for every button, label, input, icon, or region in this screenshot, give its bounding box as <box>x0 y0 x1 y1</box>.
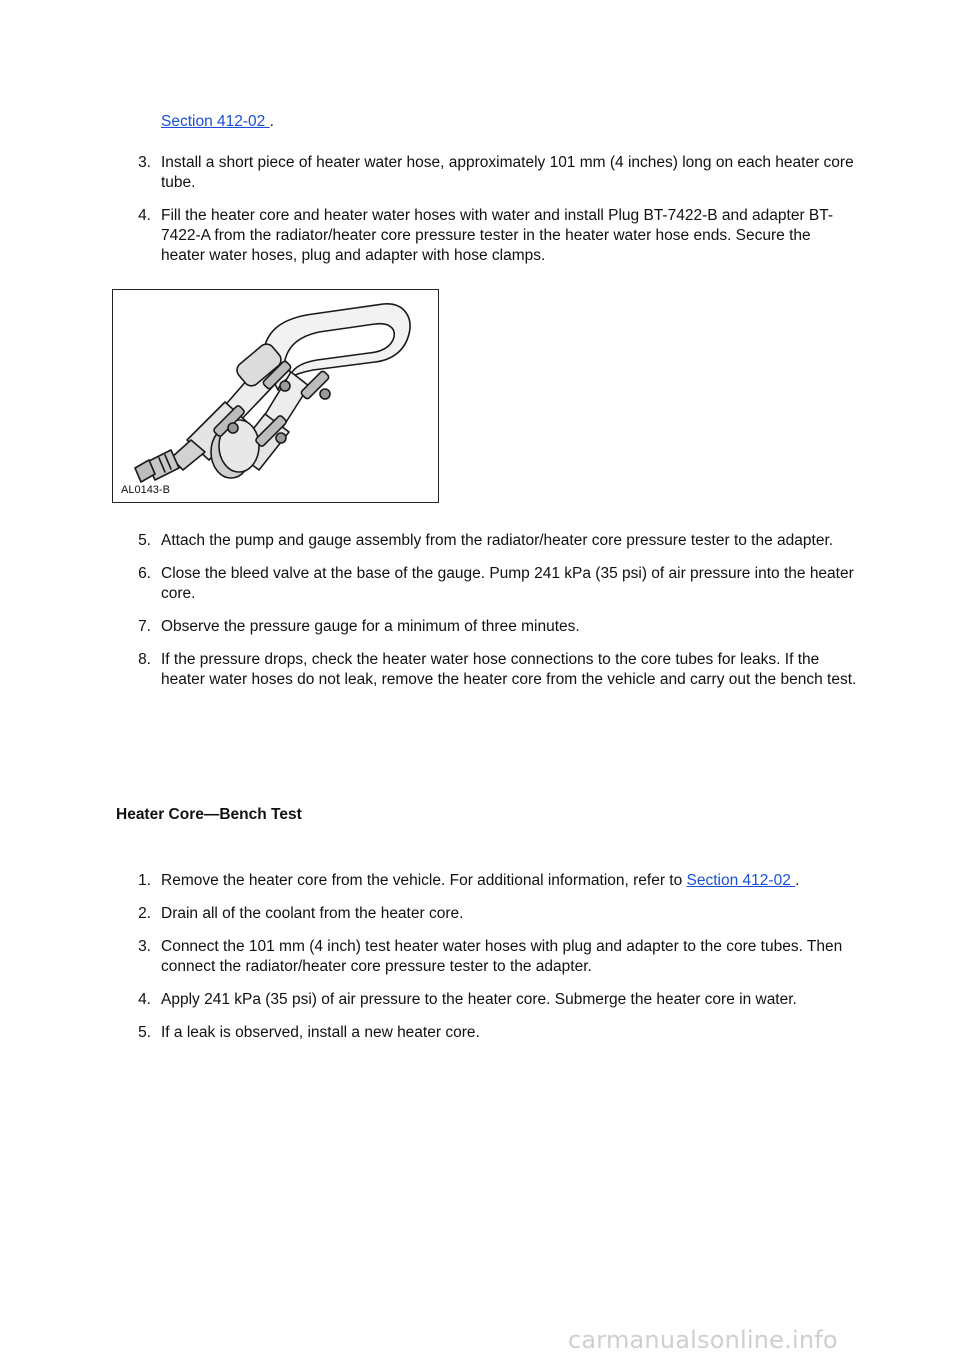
list-item <box>127 617 857 637</box>
step-text: If a leak is observed, install a new heater core. <box>161 1024 480 1041</box>
step-number: 1. <box>138 872 151 889</box>
step-number: 7. <box>138 618 151 635</box>
heater-core-illustration <box>113 290 438 502</box>
step-text: Observe the pressure gauge for a minimum of three minutes. <box>161 618 580 635</box>
list-item <box>127 937 857 977</box>
step-number: 5. <box>138 1024 151 1041</box>
step-number: 6. <box>138 565 151 582</box>
list-item <box>127 153 857 193</box>
list-item <box>127 990 857 1010</box>
step-text: Install a short piece of heater water hose, approximately 101 mm (4 inches) long on each heater core tube. <box>161 154 854 191</box>
list-item <box>127 564 857 604</box>
list-item <box>127 650 857 690</box>
step-text: Attach the pump and gauge assembly from the radiator/heater core pressure tester to the adapter. <box>161 532 834 549</box>
step-text: Drain all of the coolant from the heater core. <box>161 905 464 922</box>
link-trailing-period: . <box>269 113 274 130</box>
procedure-steps-part1 <box>127 153 857 279</box>
step-text: Apply 241 kPa (35 psi) of air pressure to the heater core. Submerge the heater core in water. <box>161 991 797 1008</box>
step-text: If the pressure drops, check the heater water hose connections to the core tubes for leaks. If the heater water hoses do not leak, remove the heater core from the vehicle and carry out the bench test. <box>161 651 857 688</box>
list-item <box>127 206 857 266</box>
step-number: 4. <box>138 991 151 1008</box>
bench-test-heading: Heater Core—Bench Test <box>116 806 302 823</box>
section-link[interactable]: Section 412-02 <box>686 872 796 889</box>
step-number: 8. <box>138 651 151 668</box>
step-number: 4. <box>138 207 151 224</box>
section-continuation <box>161 112 274 132</box>
watermark: carmanualsonline.info <box>568 1326 838 1354</box>
step-number: 3. <box>138 938 151 955</box>
list-item <box>127 531 857 551</box>
list-item <box>127 871 857 891</box>
link-trailing-period: . <box>795 872 800 889</box>
step-number: 2. <box>138 905 151 922</box>
heater-core-test-figure <box>112 289 439 503</box>
figure-label: AL0143-B <box>121 484 170 496</box>
step-number: 5. <box>138 532 151 549</box>
procedure-steps-part2 <box>127 531 857 703</box>
step-number: 3. <box>138 154 151 171</box>
list-item <box>127 904 857 924</box>
step-text: Remove the heater core from the vehicle. For additional information, refer to <box>161 872 687 889</box>
step-text: Connect the 101 mm (4 inch) test heater water hoses with plug and adapter to the core tubes. Then connect the radiator/heater core pressure tester to the adapter. <box>161 938 843 975</box>
step-text: Fill the heater core and heater water hoses with water and install Plug BT-7422-B and adapter BT-7422-A from the radiator/heater core pressure tester in the heater water hose ends. Secure the heater water hoses, plug and adapter with hose clamps. <box>161 207 834 264</box>
bench-test-steps <box>127 871 857 1056</box>
step-text: Close the bleed valve at the base of the gauge. Pump 241 kPa (35 psi) of air pressure into the heater core. <box>161 565 854 602</box>
section-link[interactable]: Section 412-02 <box>161 113 270 130</box>
list-item <box>127 1023 857 1043</box>
